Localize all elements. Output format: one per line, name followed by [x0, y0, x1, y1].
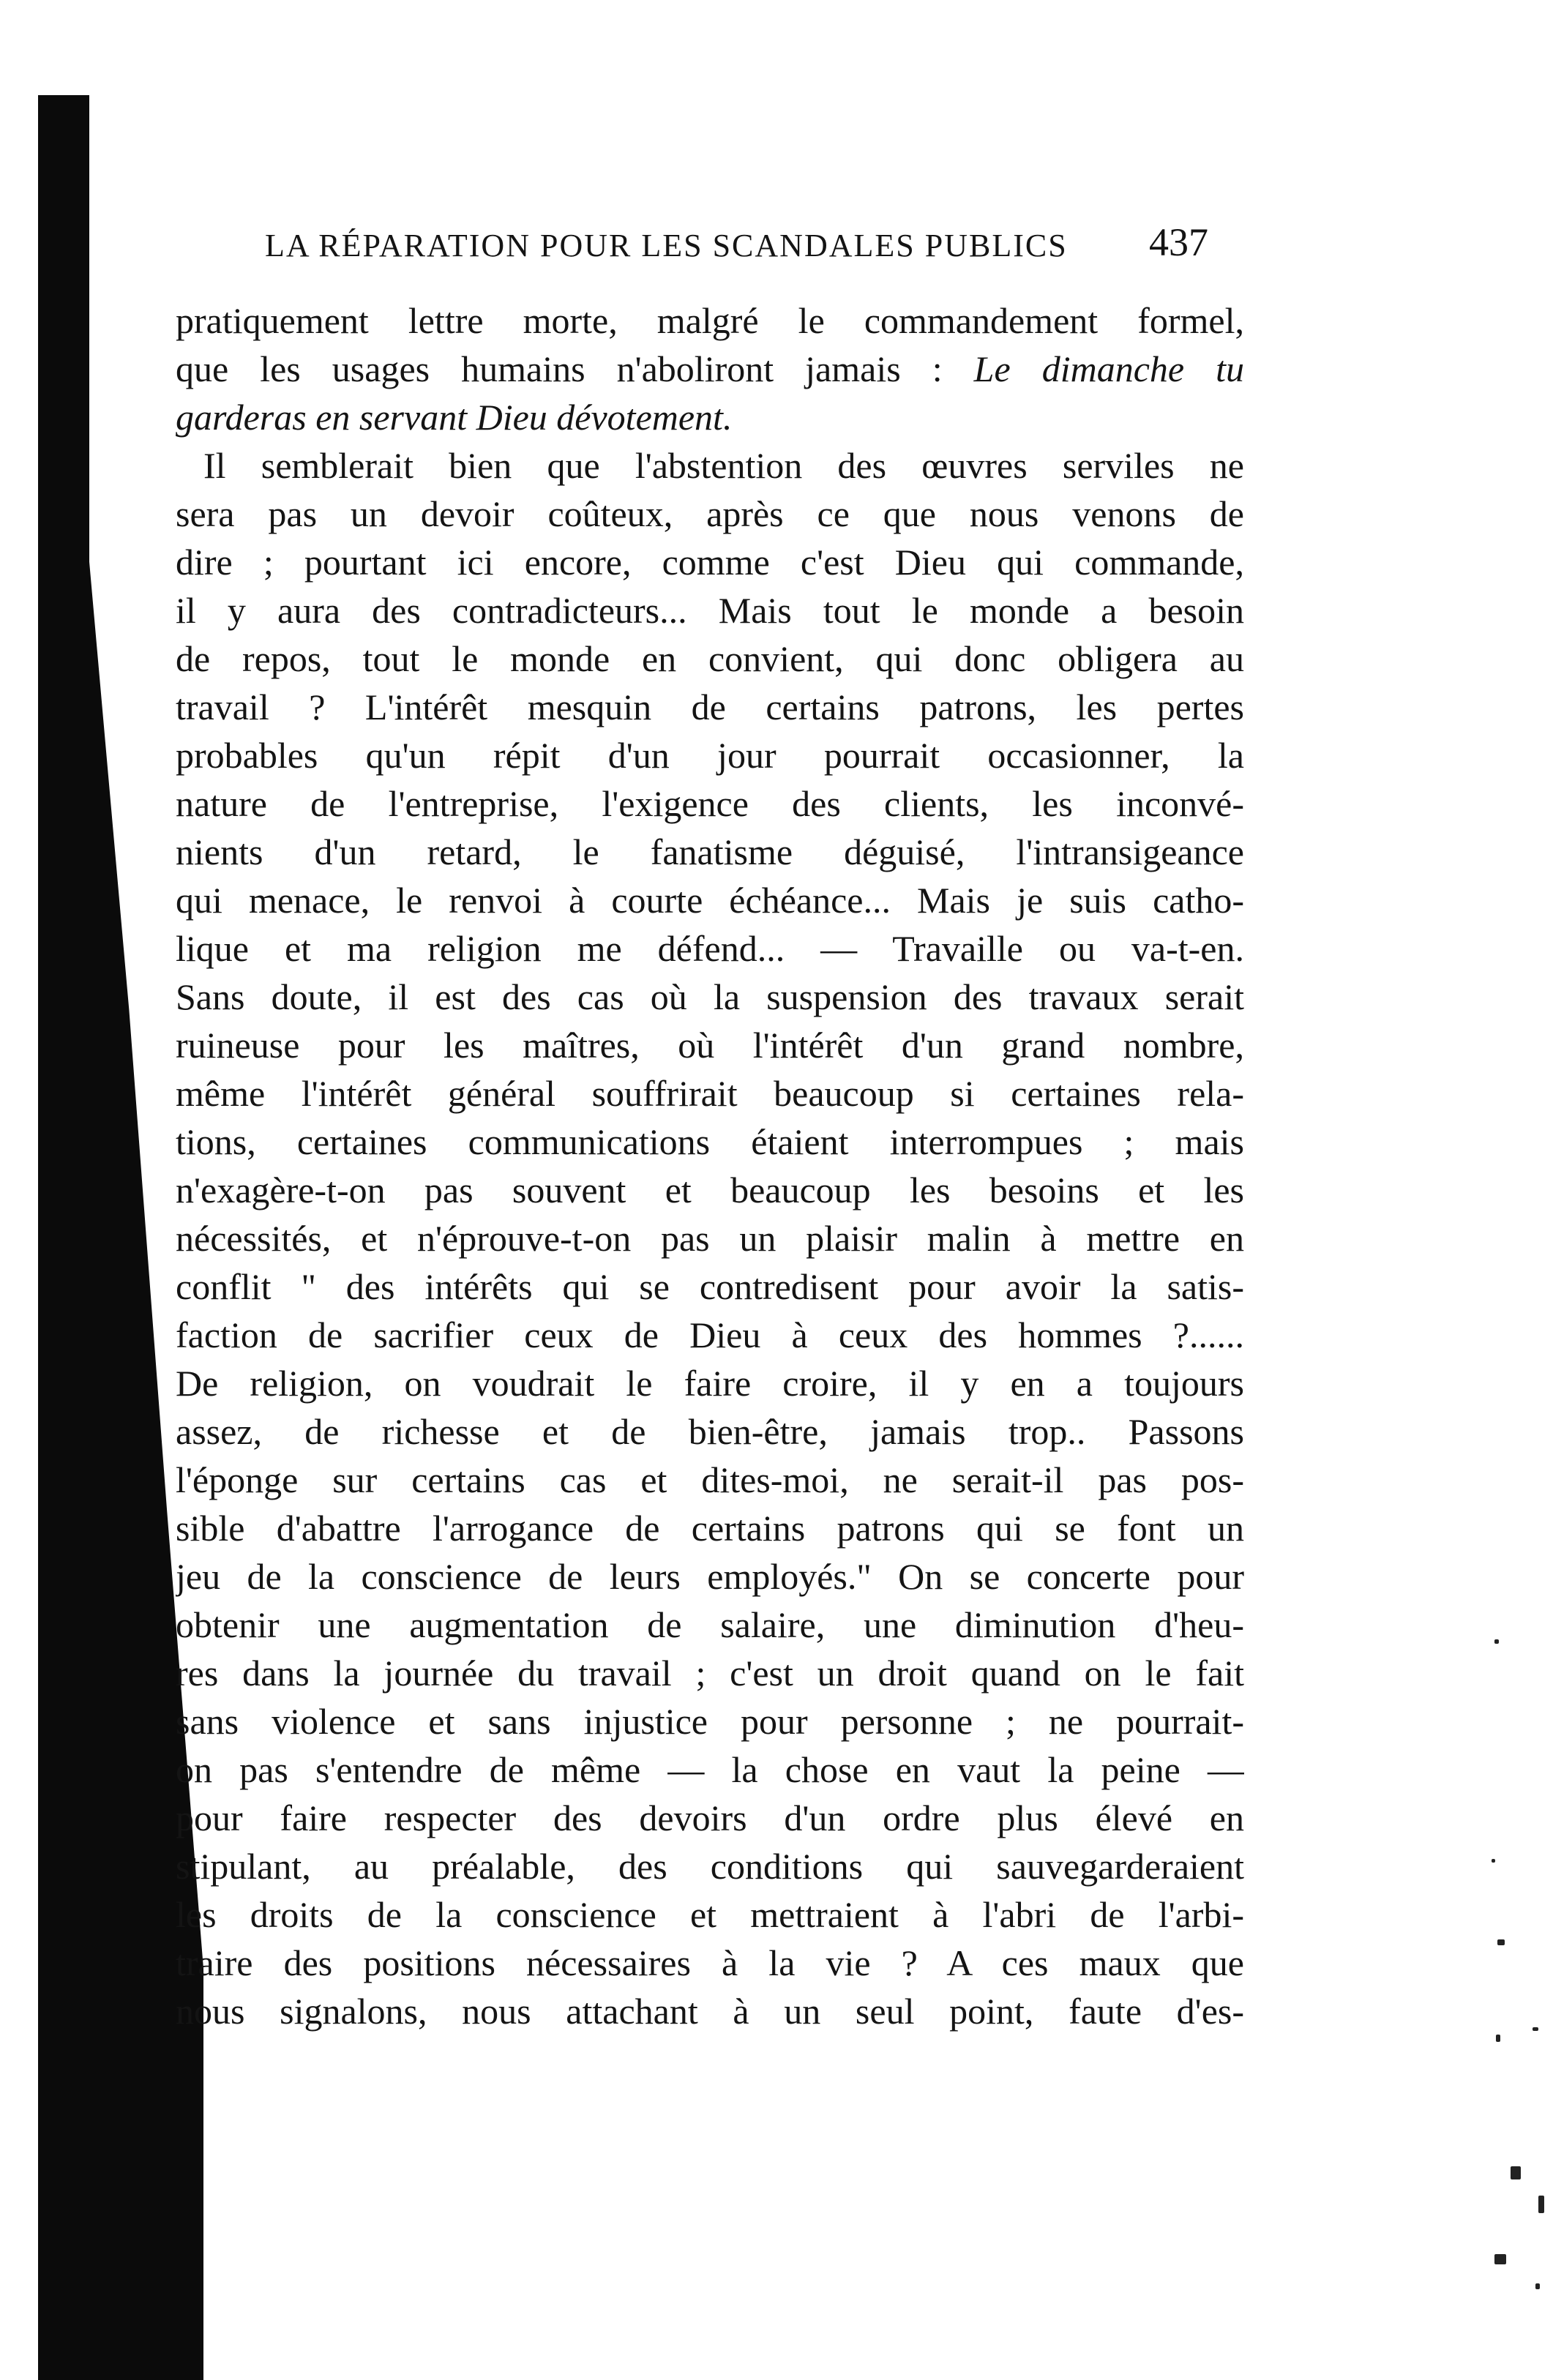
text-line: pour faire respecter des devoirs d'un ordre plus élevé en	[176, 1797, 1244, 1838]
italic-quote: Le dimanche tu	[973, 348, 1244, 389]
text-line: faction de sacrifier ceux de Dieu à ceux des hommes ?......	[176, 1314, 1244, 1355]
text-line: l'éponge sur certains cas et dites-moi, ne serait-il pas pos-	[176, 1459, 1244, 1500]
text-line: nature de l'entreprise, l'exigence des clients, les inconvé-	[176, 783, 1244, 824]
italic-quote-line: garderas en servant Dieu dévotement.	[176, 397, 733, 438]
scanned-spine-edge	[38, 95, 89, 1486]
text-line: il y aura des contradicteurs... Mais tout le monde a besoin	[176, 590, 1244, 631]
text-line: nients d'un retard, le fanatisme déguisé, l'intransigeance	[176, 831, 1244, 872]
page-number: 437	[1149, 220, 1208, 264]
scan-noise-specks	[1465, 1595, 1553, 2327]
text-segment: que les usages humains n'aboliront jamais :	[176, 348, 974, 389]
speck	[1535, 2283, 1540, 2289]
text-line: ruineuse pour les maîtres, où l'intérêt d'un grand nombre,	[176, 1025, 1244, 1066]
text-line: traire des positions nécessaires à la vie ? A ces maux que	[176, 1942, 1244, 1983]
text-line: lique et ma religion me défend... — Travaille ou va-t-en.	[176, 928, 1244, 969]
text-line: nécessités, et n'éprouve-t-on pas un plaisir malin à mettre en	[176, 1218, 1244, 1259]
text-line: pratiquement lettre morte, malgré le commandement formel,	[176, 300, 1244, 341]
speck	[1494, 2254, 1506, 2264]
text-line: De religion, on voudrait le faire croire, il y en a toujours	[176, 1363, 1244, 1404]
page-header	[265, 220, 1246, 278]
body-text	[176, 296, 1244, 2035]
speck	[1497, 1939, 1505, 1945]
speck	[1538, 2196, 1544, 2213]
speck	[1511, 2166, 1521, 2179]
text-line: travail ? L'intérêt mesquin de certains patrons, les pertes	[176, 686, 1244, 727]
text-line: sible d'abattre l'arrogance de certains patrons qui se font un	[176, 1508, 1244, 1549]
text-line: conflit " des intérêts qui se contredisent pour avoir la satis-	[176, 1266, 1244, 1307]
speck	[1494, 1639, 1499, 1644]
text-line: même l'intérêt général souffrirait beaucoup si certaines rela-	[176, 1073, 1244, 1114]
speck	[1492, 1859, 1495, 1863]
speck	[1496, 2035, 1500, 2042]
text-line: sans violence et sans injustice pour personne ; ne pourrait-	[176, 1701, 1244, 1742]
text-line: jeu de la conscience de leurs employés." On se concerte pour	[176, 1556, 1244, 1597]
text-line	[176, 345, 1244, 393]
text-line: les droits de la conscience et mettraient à l'abri de l'arbi-	[176, 1894, 1244, 1935]
text-line: qui menace, le renvoi à courte échéance... Mais je suis catho-	[176, 880, 1244, 921]
text-line: stipulant, au préalable, des conditions qui sauvegarderaient	[176, 1846, 1244, 1887]
text-line: obtenir une augmentation de salaire, une diminution d'heu-	[176, 1604, 1244, 1645]
text-line: on pas s'entendre de même — la chose en vaut la peine —	[176, 1749, 1244, 1790]
text-line: res dans la journée du travail ; c'est un droit quand on le fait	[176, 1653, 1244, 1694]
text-line: sera pas un devoir coûteux, après ce que nous venons de	[176, 493, 1244, 534]
paragraph-start-line: Il semblerait bien que l'abstention des œuvres serviles ne	[203, 445, 1244, 486]
text-line: assez, de richesse et de bien-être, jamais trop.. Passons	[176, 1411, 1244, 1452]
text-line: n'exagère-t-on pas souvent et beaucoup les besoins et les	[176, 1170, 1244, 1210]
text-line: de repos, tout le monde en convient, qui donc obligera au	[176, 638, 1244, 679]
text-line: dire ; pourtant ici encore, comme c'est Dieu qui commande,	[176, 542, 1244, 583]
text-line: Sans doute, il est des cas où la suspension des travaux serait	[176, 976, 1244, 1017]
speck	[1533, 2027, 1538, 2031]
text-line: nous signalons, nous attachant à un seul point, faute d'es-	[176, 1991, 1244, 2032]
text-line: tions, certaines communications étaient interrompues ; mais	[176, 1121, 1244, 1162]
text-line: probables qu'un répit d'un jour pourrait occasionner, la	[176, 735, 1244, 776]
running-head: LA RÉPARATION POUR LES SCANDALES PUBLICS	[265, 228, 1068, 263]
